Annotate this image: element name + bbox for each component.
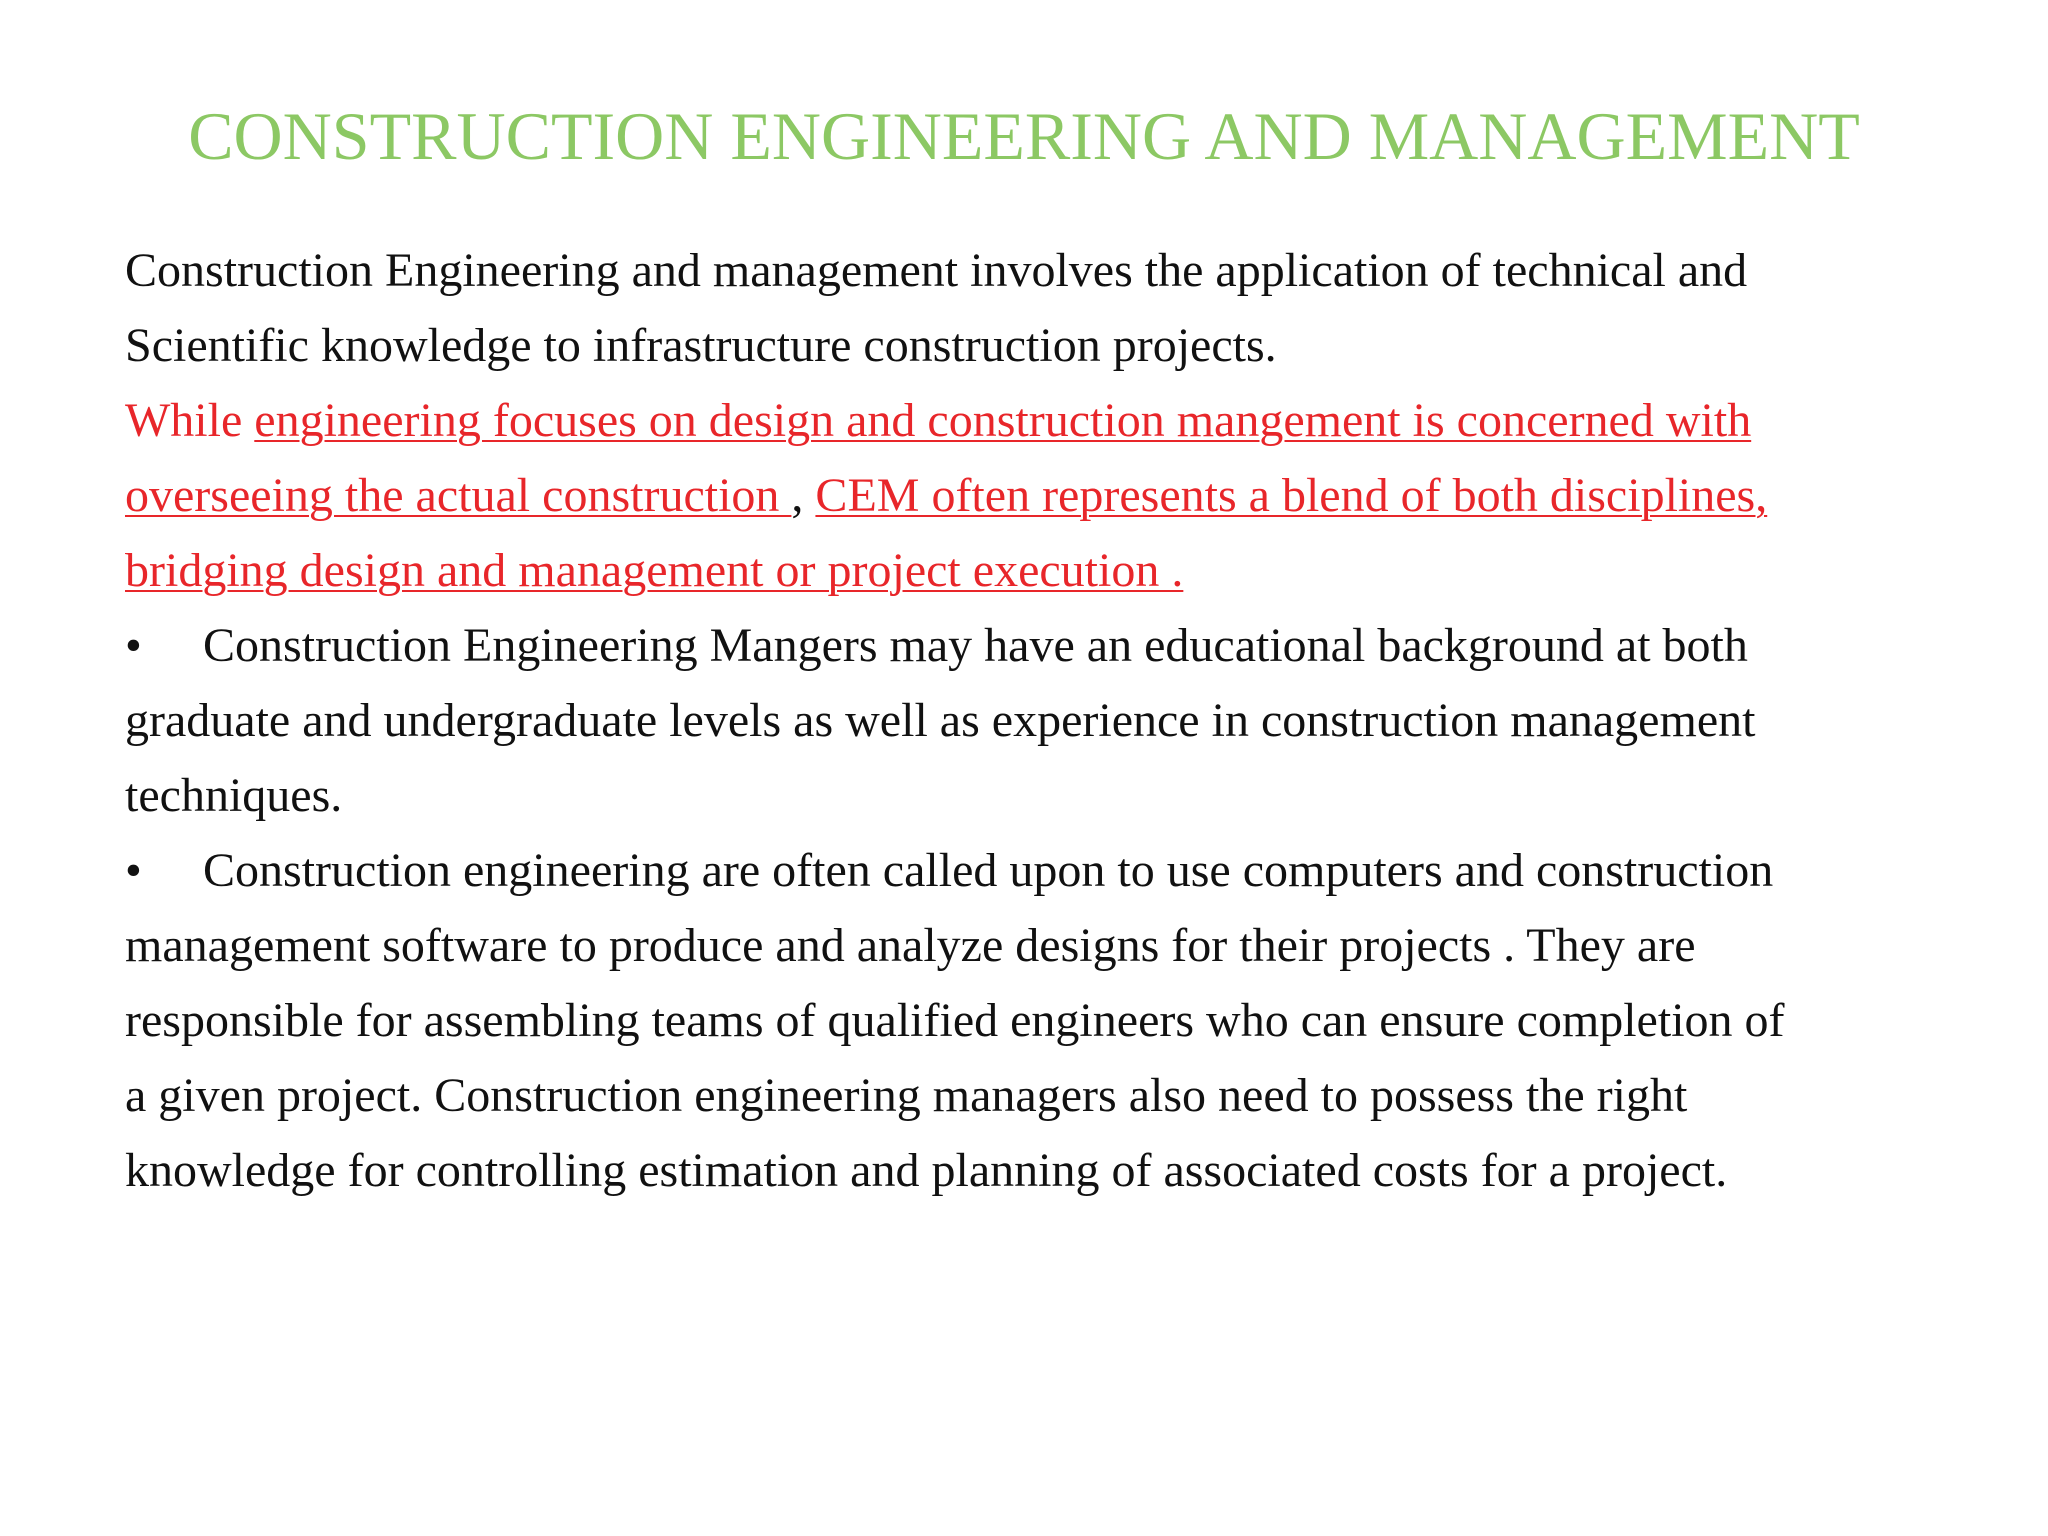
bullet-1-text-1: Construction Engineering Mangers may have an educational background at both — [203, 619, 1748, 672]
bullet-2-line-5: knowledge for controlling estimation and planning of associated costs for a project. — [125, 1144, 1728, 1197]
highlight-underlined-2: overseeing the actual construction — [125, 469, 792, 522]
bullet-2-text-1: Construction engineering are often called upon to use computers and construction — [203, 844, 1774, 897]
highlight-lead: While — [125, 394, 255, 447]
highlight-line-3 — [125, 533, 1945, 608]
intro-line-2: Scientific knowledge to infrastructure construction projects. — [125, 319, 1277, 372]
highlight-line-1 — [125, 383, 1945, 458]
bullet-marker: • — [125, 619, 142, 672]
slide-title: CONSTRUCTION ENGINEERING AND MANAGEMENT — [188, 98, 1860, 174]
bullet-1-line-1 — [125, 608, 1945, 683]
highlight-underlined-4: bridging design and management or project execution . — [125, 544, 1184, 597]
bullet-2-line-4: a given project. Construction engineering managers also need to possess the right — [125, 1069, 1688, 1122]
bullet-1-line-2: graduate and undergraduate levels as well as experience in construction management — [125, 694, 1756, 747]
bullet-1-line-3: techniques. — [125, 769, 343, 822]
intro-line-1: Construction Engineering and management involves the application of technical and — [125, 244, 1748, 297]
bullet-2-line-1 — [125, 833, 1945, 908]
highlight-comma: , — [791, 469, 816, 522]
slide-body — [125, 233, 1945, 1208]
highlight-underlined-1: engineering focuses on design and construction mangement is concerned with — [254, 394, 1752, 447]
bullet-2-line-3: responsible for assembling teams of qualified engineers who can ensure completion of — [125, 994, 1785, 1047]
bullet-2-line-2: management software to produce and analyze designs for their projects . They are — [125, 919, 1696, 972]
bullet-marker: • — [125, 844, 142, 897]
highlight-underlined-3: CEM often represents a blend of both disciplines, — [815, 469, 1768, 522]
highlight-line-2 — [125, 458, 1945, 533]
